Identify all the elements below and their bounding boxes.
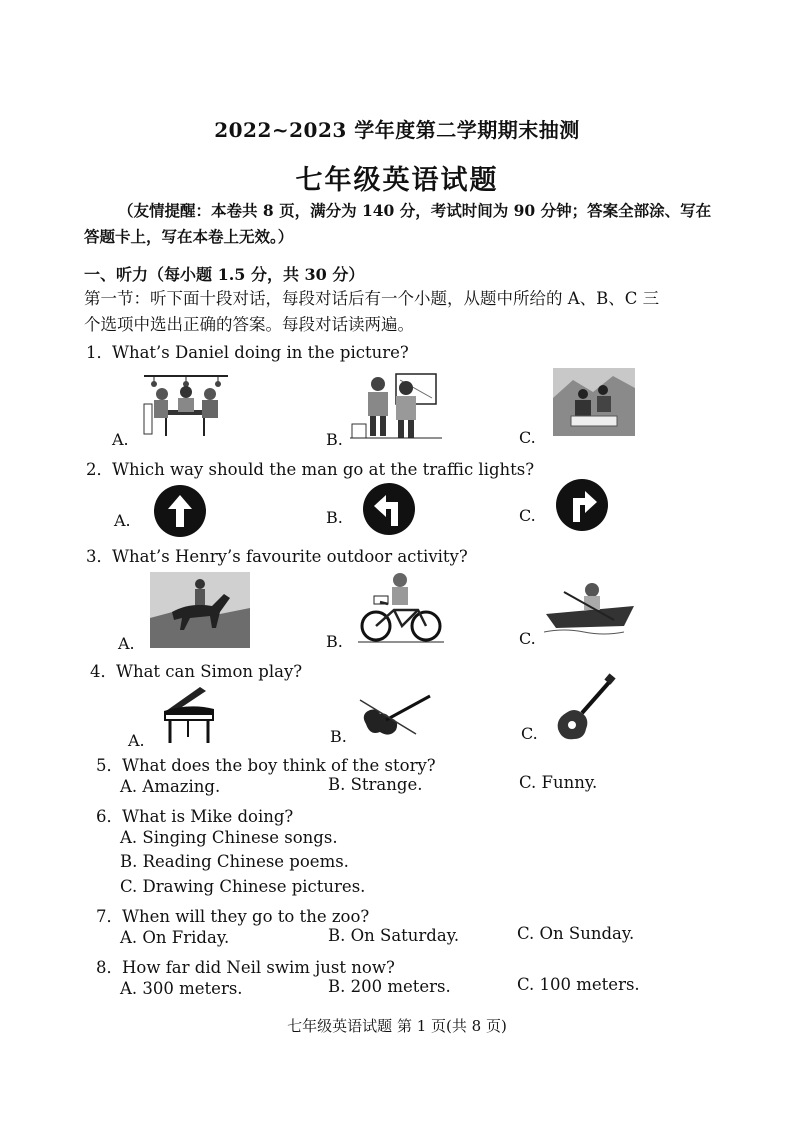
section-instruction-2: 个选项中选出正确的答案。每段对话读两遍。 [84,315,414,334]
piano-icon [160,681,218,745]
section-heading: 一、听力（每小题 1.5 分，共 30 分） [84,265,365,284]
option-b: B. [326,632,343,651]
question-number: 8． [96,958,123,977]
question-text: What’s Daniel doing in the picture? [112,343,409,362]
guitar-icon [552,673,618,743]
option-c: C. 100 meters. [517,975,640,994]
arrow-turn-left-icon [362,482,416,536]
option-c: C. Funny. [519,773,598,792]
option-c: C. [519,428,536,447]
question-number: 5． [96,756,123,775]
option-c: C. [521,724,538,743]
violin-icon [356,690,434,740]
arrow-turn-right-icon [555,478,609,532]
question-1 [86,339,409,363]
question-2 [86,456,534,480]
question-8 [96,954,395,978]
arrow-straight-icon [153,484,207,538]
option-a: A. [128,731,145,750]
question-number: 3． [86,547,113,566]
question-text: What is Mike doing? [122,807,294,826]
option-b: B. [330,727,347,746]
option-a: A. [118,634,135,653]
option-a: A. On Friday. [120,928,230,947]
option-b: B. Strange. [328,775,423,794]
option-a: A. [112,430,129,449]
question-text: What does the boy think of the story? [122,756,436,775]
question-number: 4． [90,662,117,681]
question-6 [96,803,293,827]
option-c: C. On Sunday. [517,924,635,943]
option-a: A. Singing Chinese songs. [120,828,338,847]
question-7 [96,903,369,927]
boating-image [544,578,636,640]
option-b: B. 200 meters. [328,977,451,996]
people-talking-image [350,370,442,440]
question-text: How far did Neil swim just now? [122,958,395,977]
option-b: B. Reading Chinese poems. [120,852,349,871]
tip-line-2: 答题卡上，写在本卷上无效。） [84,227,294,246]
restaurant-family-image [140,370,232,438]
tip-line-1: （友情提醒：本卷共 8 页，满分为 140 分，考试时间为 90 分钟；答案全部涂、写在 [118,201,712,220]
option-b: B. On Saturday. [328,926,460,945]
horse-riding-photo-image [150,572,250,648]
option-a: A. [114,511,131,530]
question-number: 1． [86,343,113,362]
exam-subtitle: 七年级英语试题 [295,165,499,196]
option-b: B. [326,508,343,527]
question-5 [96,752,436,776]
question-number: 6． [96,807,123,826]
page-footer: 七年级英语试题 第 1 页(共 8 页) [287,1017,507,1035]
section-instruction-1: 第一节：听下面十段对话，每段对话后有一个小题，从题中所给的 A、B、C 三 [84,289,660,308]
question-text: What’s Henry’s favourite outdoor activity? [112,547,468,566]
picnic-photo-image [553,368,635,436]
question-3 [86,543,468,567]
question-text: When will they go to the zoo? [122,907,370,926]
option-c: C. Drawing Chinese pictures. [120,877,366,896]
question-number: 7． [96,907,123,926]
option-b: B. [326,430,343,449]
question-text: Which way should the man go at the traffic lights? [112,460,535,479]
option-a: A. 300 meters. [120,979,243,998]
option-c: C. [519,506,536,525]
exam-title: 2022~2023 学年度第二学期期末抽测 [214,118,580,142]
option-c: C. [519,629,536,648]
question-number: 2． [86,460,113,479]
option-a: A. Amazing. [120,777,221,796]
question-4 [90,658,302,682]
question-text: What can Simon play? [116,662,303,681]
bike-riding-image [358,570,444,646]
